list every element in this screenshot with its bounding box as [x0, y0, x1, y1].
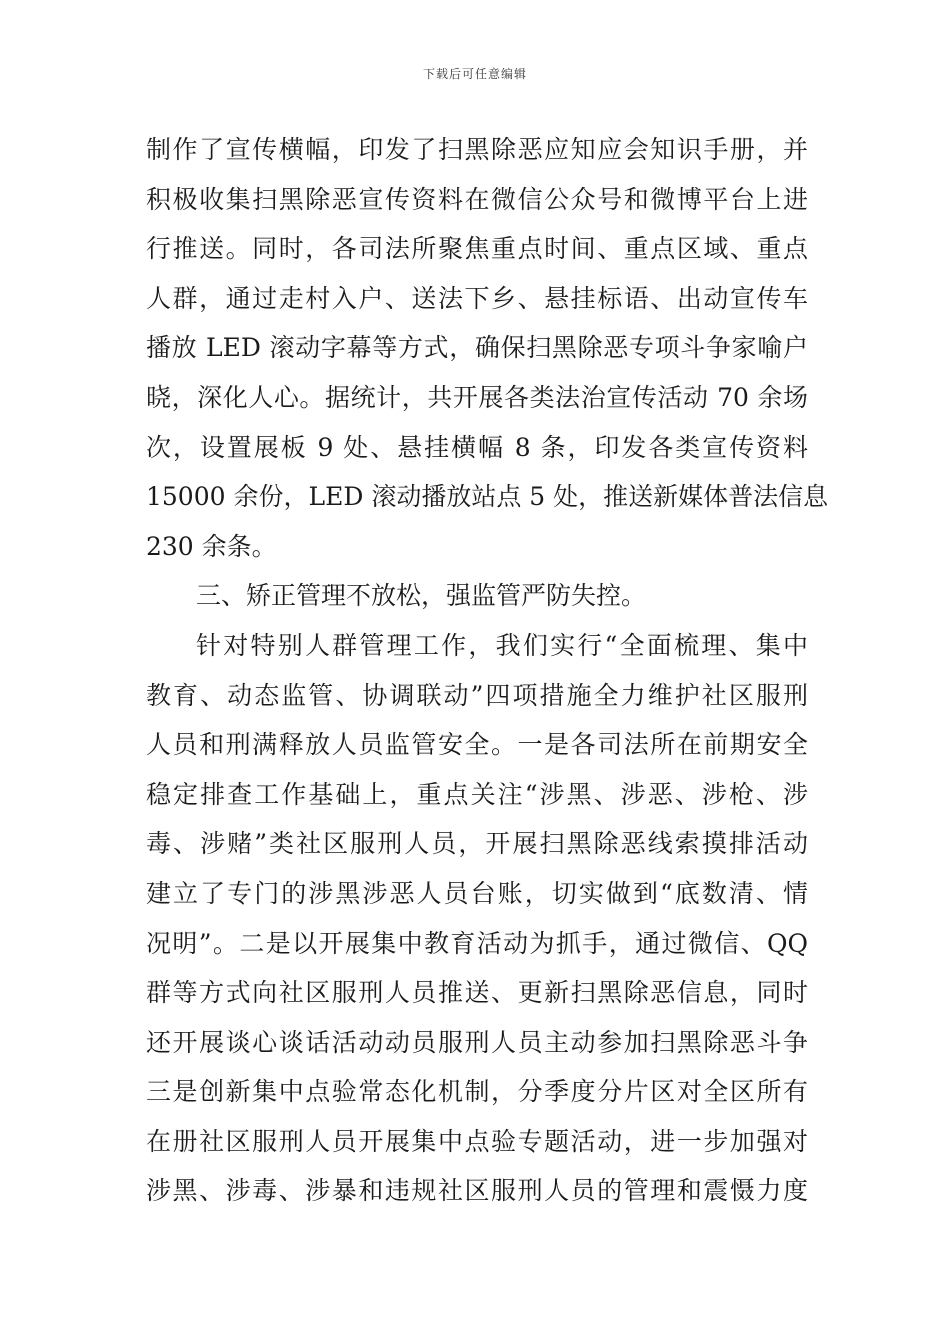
text-line: 制作了宣传横幅，印发了扫黑除恶应知应会知识手册，并 [146, 135, 808, 164]
text-line: 教育、动态监管、协调联动”四项措施全力维护社区服刑 [146, 680, 808, 710]
text-line: 晓，深化人心。据统计，共开展各类法治宣传活动 70 余场 [146, 382, 808, 412]
text-line: 播放 LED 滚动字幕等方式，确保扫黑除恶专项斗争家喻户 [146, 333, 808, 363]
text-line: 积极收集扫黑除恶宣传资料在微信公众号和微博平台上进 [146, 184, 808, 214]
text-line: 15000 余份，LED 滚动播放站点 5 处，推送新媒体普法信息 [146, 482, 829, 512]
text-line: 涉黑、涉毒、涉暴和违规社区服刑人员的管理和震慑力度 [146, 1176, 808, 1206]
text-line: 群等方式向社区服刑人员推送、更新扫黑除恶信息，同时 [146, 978, 808, 1008]
text-line: 建立了专门的涉黑涉恶人员台账，切实做到“底数清、情 [146, 878, 808, 908]
text-line: 针对特别人群管理工作，我们实行“全面梳理、集中 [196, 630, 808, 660]
text-line: 况明”。二是以开展集中教育活动为抓手，通过微信、QQ [146, 928, 808, 958]
page-header-note: 下载后可任意编辑 [422, 67, 527, 81]
text-line: 稳定排查工作基础上，重点关注“涉黑、涉恶、涉枪、涉 [146, 779, 808, 809]
text-line: 在册社区服刑人员开展集中点验专题活动，进一步加强对 [146, 1126, 808, 1156]
text-line: 人群，通过走村入户、送法下乡、悬挂标语、出动宣传车 [146, 283, 808, 313]
section-heading: 三、矫正管理不放松，强监管严防失控。 [196, 581, 647, 611]
text-line: 行推送。同时，各司法所聚焦重点时间、重点区域、重点 [146, 234, 808, 264]
text-line: 毒、涉赌”类社区服刑人员，开展扫黑除恶线索摸排活动 [146, 829, 808, 859]
text-line: 次，设置展板 9 处、悬挂横幅 8 条，印发各类宣传资料 [146, 432, 808, 462]
text-line: 人员和刑满释放人员监管安全。一是各司法所在前期安全 [146, 730, 808, 760]
text-line: 230 余条。 [146, 531, 277, 561]
text-line: 三是创新集中点验常态化机制，分季度分片区对全区所有 [146, 1077, 808, 1107]
document-body [146, 125, 829, 1216]
text-line: 还开展谈心谈话活动动员服刑人员主动参加扫黑除恶斗争 [146, 1027, 808, 1057]
